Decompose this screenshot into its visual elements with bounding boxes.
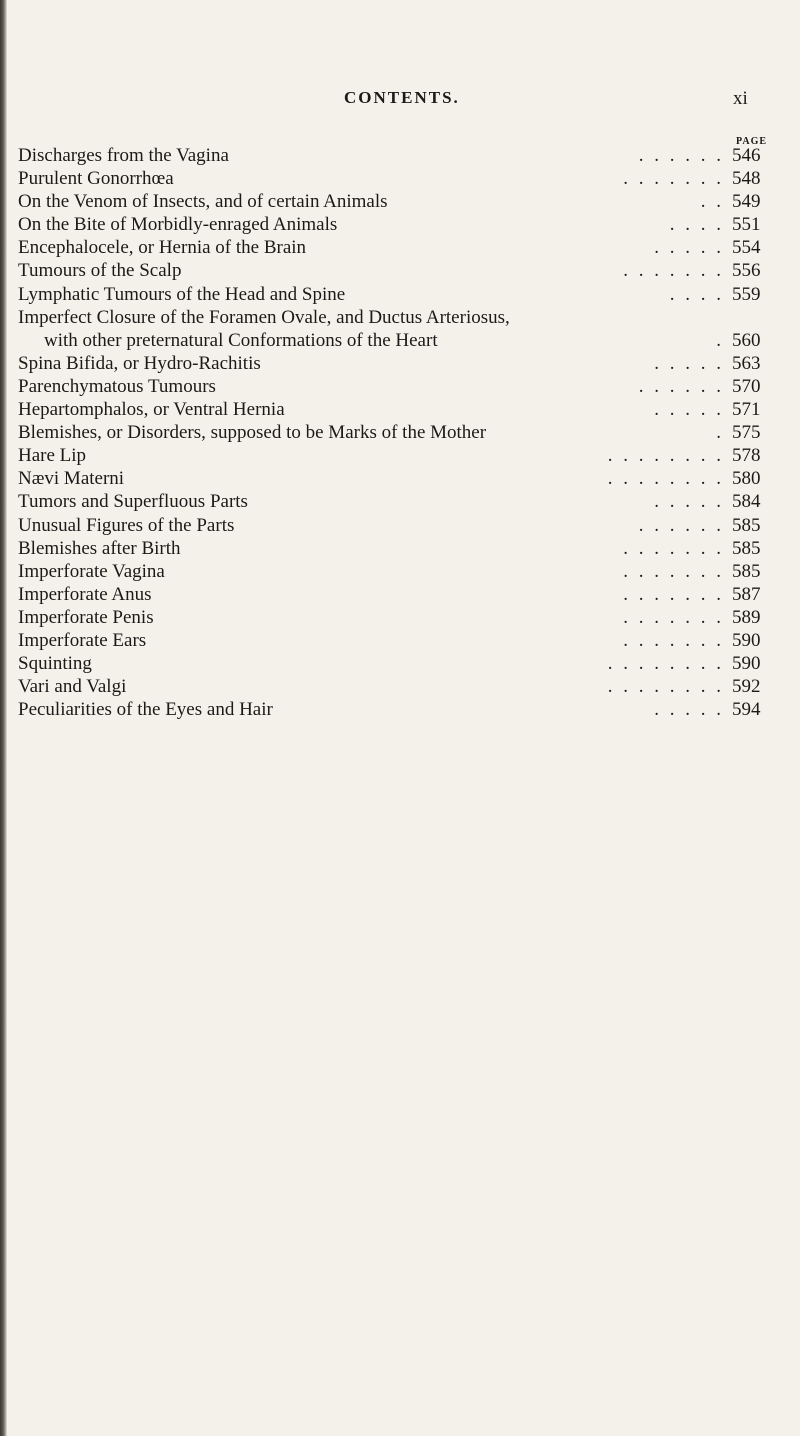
toc-entry-leaders: . . . . . . . . — [607, 676, 724, 698]
toc-entry-page-number: 559 — [732, 283, 761, 305]
page-binding-edge — [0, 0, 7, 1436]
toc-entry-leaders: . . . . . . . — [623, 606, 724, 628]
toc-entry-title: Blemishes after Birth — [18, 537, 181, 559]
toc-entry-leaders: . — [716, 422, 724, 444]
toc-entry-leaders: . . . . . — [654, 699, 724, 721]
toc-entry — [18, 167, 776, 190]
toc-entry-leaders: . . . . . — [654, 491, 724, 513]
toc-entry-leaders: . . . . . . . — [623, 260, 724, 282]
toc-entry — [18, 606, 776, 629]
toc-entry — [18, 560, 776, 583]
toc-entry-title: On the Venom of Insects, and of certain Animals — [18, 191, 388, 213]
toc-entry — [18, 421, 776, 444]
toc-entry-page-number: 585 — [732, 560, 761, 582]
toc-entry — [18, 583, 776, 606]
toc-entry-title: Unusual Figures of the Parts — [18, 514, 235, 536]
toc-entry-leaders: . . . . . . . — [623, 537, 724, 559]
running-title: CONTENTS. — [344, 88, 460, 107]
toc-entry-leaders: . . . . . . — [638, 375, 724, 397]
toc-entry-page-number: 589 — [732, 606, 761, 628]
toc-entry-leaders: . . . . — [669, 214, 724, 236]
toc-entry-page-number: 594 — [732, 699, 761, 721]
toc-entry-page-number: 571 — [732, 399, 761, 421]
toc-entry — [18, 259, 776, 282]
toc-entry-page-number: 556 — [732, 260, 761, 282]
toc-entry-leaders: . . . . . . . — [623, 168, 724, 190]
toc-entry-title: Encephalocele, or Hernia of the Brain — [18, 237, 307, 259]
toc-entry-page-number: 551 — [732, 214, 761, 236]
toc-entry — [18, 329, 776, 352]
toc-entry-title: with other preternatural Conformations of the Heart — [44, 329, 438, 351]
toc-entry-title: Parenchymatous Tumours — [18, 375, 216, 397]
toc-entry — [18, 306, 776, 329]
toc-entry-leaders: . . . . . . — [638, 145, 724, 166]
toc-entry-title: Tumors and Superfluous Parts — [18, 491, 248, 513]
toc-entry-page-number: 563 — [732, 352, 761, 374]
toc-entry — [18, 514, 776, 537]
toc-entry — [18, 375, 776, 398]
toc-entry-title: Hare Lip — [18, 445, 87, 467]
toc-entry-page-number: 592 — [732, 676, 761, 698]
toc-entry — [18, 652, 776, 675]
toc-entry-leaders: . . . . . . . . — [607, 468, 724, 490]
toc-entry — [18, 467, 776, 490]
toc-entry-page-number: 549 — [732, 191, 761, 213]
toc-entry — [18, 283, 776, 306]
toc-entry-leaders: . . . . . — [654, 399, 724, 421]
toc-entry-title: Lymphatic Tumours of the Head and Spine — [18, 283, 346, 305]
toc-entry-leaders: . . . . . — [654, 237, 724, 259]
toc-entry — [18, 144, 776, 167]
toc-entry — [18, 398, 776, 421]
toc-entry-title: Discharges from the Vagina — [18, 145, 229, 166]
toc-entry — [18, 490, 776, 513]
toc-entry-leaders: . . . . . . . . — [607, 653, 724, 675]
toc-entry — [18, 444, 776, 467]
toc-entry-title: Squinting — [18, 653, 92, 675]
toc-entry-page-number: 554 — [732, 237, 761, 259]
toc-entry-page-number: 587 — [732, 583, 761, 605]
toc-entry — [18, 698, 776, 721]
toc-entry-page-number: 546 — [732, 145, 761, 166]
toc-entry-leaders: . . . . . — [654, 352, 724, 374]
toc-entry-title: Blemishes, or Disorders, supposed to be Marks of the Mother — [18, 422, 487, 444]
toc-entry-title: Peculiarities of the Eyes and Hair — [18, 699, 273, 721]
toc-entry-leaders: . — [716, 329, 724, 351]
toc-entry — [18, 190, 776, 213]
toc-entry-leaders: . . . . . . . . — [607, 445, 724, 467]
toc-entry-title: Imperforate Vagina — [18, 560, 165, 582]
running-header — [0, 88, 800, 112]
toc-entry — [18, 629, 776, 652]
toc-entry-title: Imperforate Anus — [18, 583, 152, 605]
folio-number: xi — [733, 88, 748, 109]
toc-entry — [18, 352, 776, 375]
toc-entry-page-number: 548 — [732, 168, 761, 190]
toc-entry — [18, 537, 776, 560]
toc-entry — [18, 236, 776, 259]
toc-entry-title: Spina Bifida, or Hydro-Rachitis — [18, 352, 261, 374]
toc-entry-page-number: 580 — [732, 468, 761, 490]
toc-entry-page-number: 585 — [732, 537, 761, 559]
contents-list — [18, 144, 776, 721]
toc-entry-page-number: 578 — [732, 445, 761, 467]
toc-entry-title: Purulent Gonorrhœa — [18, 168, 174, 190]
toc-entry-page-number: 575 — [732, 422, 761, 444]
toc-entry-page-number: 584 — [732, 491, 761, 513]
page-column-label: PAGE — [736, 136, 768, 147]
toc-entry-title: Imperforate Ears — [18, 629, 147, 651]
toc-entry-page-number: 590 — [732, 629, 761, 651]
toc-entry-page-number: 570 — [732, 375, 761, 397]
toc-entry-title: Nævi Materni — [18, 468, 125, 490]
toc-entry-title: On the Bite of Morbidly-enraged Animals — [18, 214, 338, 236]
toc-entry — [18, 213, 776, 236]
toc-entry-title: Hepartomphalos, or Ventral Hernia — [18, 399, 285, 421]
toc-entry-page-number: 590 — [732, 653, 761, 675]
toc-entry-leaders: . . . . — [669, 283, 724, 305]
toc-entry-leaders: . . . . . . — [638, 514, 724, 536]
toc-entry-title: Tumours of the Scalp — [18, 260, 182, 282]
toc-entry-title: Vari and Valgi — [18, 676, 127, 698]
toc-entry — [18, 675, 776, 698]
toc-entry-leaders: . . . . . . . — [623, 560, 724, 582]
toc-entry-title: Imperfect Closure of the Foramen Ovale, and Ductus Arteriosus, — [18, 306, 510, 328]
toc-entry-leaders: . . . . . . . — [623, 583, 724, 605]
toc-entry-title: Imperforate Penis — [18, 606, 154, 628]
toc-entry-leaders: . . — [700, 191, 724, 213]
toc-entry-page-number: 585 — [732, 514, 761, 536]
toc-entry-leaders: . . . . . . . — [623, 629, 724, 651]
toc-entry-page-number: 560 — [732, 329, 761, 351]
